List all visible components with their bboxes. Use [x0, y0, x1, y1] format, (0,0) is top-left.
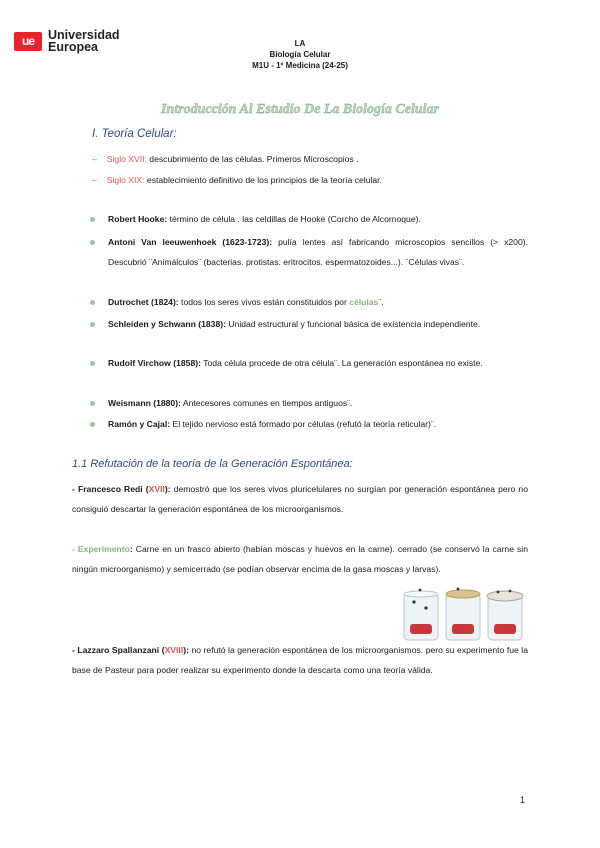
redi-paragraph	[72, 479, 528, 519]
dash-marker: –	[92, 154, 97, 164]
logo-line2: Europea	[48, 40, 99, 54]
spallanzani-suffix: ):	[183, 645, 189, 655]
experimento-text: Carne en un frasco abierto (habían moscas y huevos en la carne). cerrado (se conservó la carne sin ningún microorganismo) y semicerrado (se podían observar encima de la gasa moscas y larvas).	[72, 544, 528, 574]
spallanzani-era: XVIII	[164, 645, 184, 655]
redi-text: demostró que los seres vivos pluricelulares no surgían por generación espontánea pero no consiguió descartar la generación espontánea de los microorganismos.	[72, 484, 528, 514]
bullet-text: Antecesores comunes en tiempos antiguos¨.	[180, 398, 353, 408]
bullet-dot-icon	[90, 401, 95, 406]
list-item	[90, 393, 528, 413]
bullet-label: Dutrochet (1824):	[108, 297, 179, 307]
bullet-label: Schleiden y Schwann (1838):	[108, 319, 226, 329]
bullet-dot-icon	[90, 422, 95, 427]
spallanzani-text: no refutó la generación espontánea de los microorganismos. pero su experimento fue la base de Pasteur para poder realizar su experimento donde la descarta como una teoría válida.	[72, 645, 528, 675]
list-item	[90, 414, 528, 434]
bullet-dot-icon	[90, 240, 95, 245]
bullet-text: Toda célula procede de otra célula¨. La generación espontánea no existe.	[200, 358, 483, 368]
bullet-text-after: ¨.	[378, 297, 384, 307]
dash-label: Siglo XIX:	[106, 175, 145, 185]
bullet-label: Antoni Van leeuwenhoek (1623-1723):	[108, 237, 273, 247]
dash-text: descubrimiento de las células. Primeros Microscopios .	[146, 154, 359, 164]
list-item	[90, 314, 528, 334]
section1-heading: I. Teoría Celular:	[92, 128, 177, 140]
bullet-text: todos los seres vivos están constituidos por	[178, 297, 350, 307]
bullet-label: Robert Hooke:	[108, 214, 168, 224]
dash-text: establecimiento definitivo de los principios de la teoría celular.	[144, 175, 382, 185]
experimento-colon: :	[129, 544, 133, 554]
header-line2: Biología Celular	[269, 50, 331, 59]
spallanzani-paragraph	[72, 640, 528, 680]
list-item	[90, 209, 528, 229]
page-title: Introducción Al Estudio De La Biología Celular	[161, 102, 439, 117]
logo-mark: ue	[14, 32, 42, 51]
header-line1: LA	[294, 39, 306, 48]
bullet-label: Rudolf Virchow (1858):	[108, 358, 201, 368]
redi-suffix: ):	[164, 484, 171, 494]
bullet-label: Ramón y Cajal:	[108, 419, 171, 429]
list-item	[90, 232, 528, 272]
open-flask-icon	[404, 589, 438, 640]
bullet-text: Unidad estructural y funcional básica de existencia independiente.	[225, 319, 481, 329]
bullet-label: Weismann (1880):	[108, 398, 181, 408]
redi-era: XVII	[148, 484, 165, 494]
header-line3: M1U - 1º Medicina (24-25)	[252, 61, 348, 70]
bullet-dot-icon	[90, 322, 95, 327]
bullet-dot-icon	[90, 217, 95, 222]
header-info	[0, 38, 600, 71]
bullet-text: pulía lentes así fabricando microscopios sencillos (> x200). Descubrió ¨Animálculos¨ (bacterias. protistas. eritrocitos. espermatozoides...). ¨Células vivas¨.	[108, 237, 528, 267]
dash-item	[92, 153, 359, 165]
redi-experiment-illustration	[398, 586, 528, 642]
bullet-dot-icon	[90, 361, 95, 366]
bullet-dot-icon	[90, 300, 95, 305]
experimento-paragraph	[72, 539, 528, 579]
spallanzani-prefix: - Lazzaro Spallanzani (	[72, 645, 165, 655]
gauze-flask-icon	[487, 590, 523, 640]
logo-line1: Universidad	[48, 28, 120, 42]
bullet-text: término de célula . las celdillas de Hooke (Corcho de Alcornoque).	[167, 214, 421, 224]
list-item	[90, 353, 528, 373]
redi-prefix: - Francesco Redi (	[72, 484, 149, 494]
list-item	[90, 292, 528, 312]
dash-label: Siglo XVII:	[106, 154, 147, 164]
bullet-text: El tejido nervioso está formado por células (refutó la teoría reticular)¨.	[170, 419, 437, 429]
closed-flask-icon	[446, 588, 480, 640]
section2-heading: 1.1 Refutación de la teoría de la Generación Espontánea:	[72, 458, 353, 470]
dash-marker: –	[92, 175, 97, 185]
highlight-word: células	[349, 297, 379, 307]
page-number: 1	[520, 795, 526, 805]
dash-item	[92, 174, 382, 186]
experimento-label: - Experimento	[72, 544, 130, 554]
